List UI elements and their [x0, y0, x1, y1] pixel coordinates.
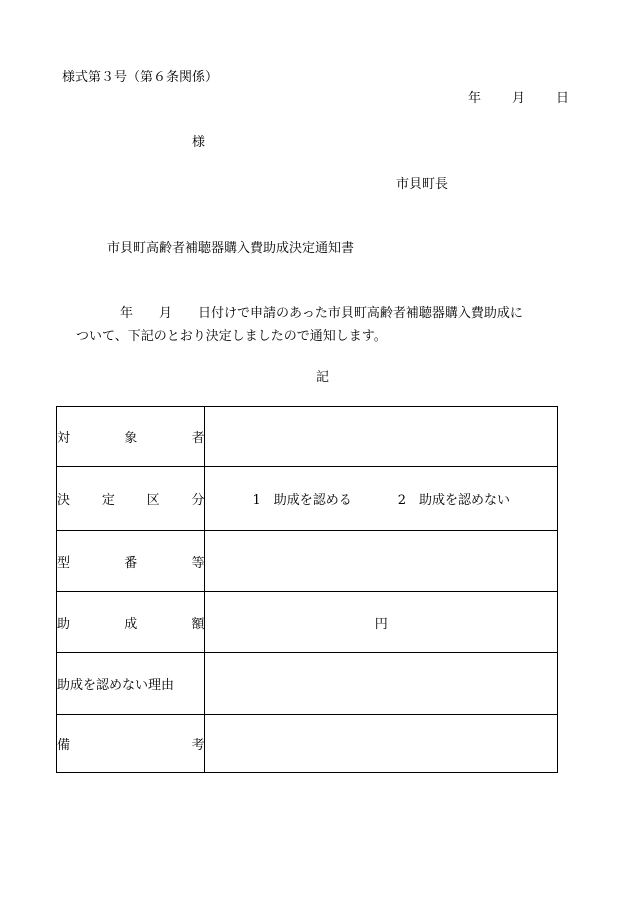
- label-text: 助成を認めない理由: [57, 678, 175, 693]
- value-model-number[interactable]: [205, 531, 558, 592]
- label-char: 型: [57, 555, 71, 571]
- row-label-target-person: [57, 407, 205, 467]
- date-day: 日: [556, 91, 570, 106]
- value-rejection-reason[interactable]: [205, 653, 558, 715]
- body-year: 年: [120, 306, 134, 321]
- label-char: 助: [57, 616, 71, 632]
- date-month: 月: [512, 91, 526, 106]
- body-line-1: [120, 302, 523, 321]
- addressee-suffix: 様: [192, 135, 206, 150]
- body-rest: 日付けで申請のあった市貝町高齢者補聴器購入費助成に: [198, 306, 523, 321]
- label-char: 定: [101, 493, 115, 508]
- sender: 市貝町長: [396, 177, 449, 192]
- label-char: 備: [57, 738, 71, 753]
- body-month: 月: [159, 306, 173, 321]
- row-label-amount: [57, 592, 205, 653]
- label-char: 考: [191, 738, 205, 753]
- table-row: [57, 715, 558, 773]
- label-char: 分: [191, 493, 205, 508]
- table-row: [57, 653, 558, 715]
- option-reject[interactable]: 2 助成を認めない: [397, 493, 510, 508]
- body-line-2: ついて、下記のとおり決定しましたので通知します。: [76, 329, 387, 344]
- value-decision: [205, 467, 558, 531]
- document-title: 市貝町高齢者補聴器購入費助成決定通知書: [107, 241, 355, 256]
- value-target-person[interactable]: [205, 407, 558, 467]
- value-amount[interactable]: [205, 592, 558, 653]
- table-row: [57, 531, 558, 592]
- row-label-rejection-reason: [57, 653, 205, 715]
- date-line: [468, 87, 569, 106]
- label-char: 象: [124, 431, 138, 446]
- yen-unit: 円: [374, 616, 388, 632]
- label-char: 番: [124, 555, 138, 571]
- label-char: 成: [124, 616, 138, 632]
- decision-table: [56, 406, 558, 773]
- label-char: 等: [191, 555, 205, 571]
- date-year: 年: [468, 91, 482, 106]
- table-row: [57, 467, 558, 531]
- form-number: 様式第３号（第６条関係）: [62, 70, 219, 85]
- label-char: 対: [57, 431, 71, 446]
- table-row: [57, 407, 558, 467]
- label-char: 額: [191, 616, 205, 632]
- value-remarks[interactable]: [205, 715, 558, 773]
- row-label-remarks: [57, 715, 205, 773]
- ki-heading: 記: [316, 370, 330, 385]
- label-char: 決: [57, 493, 71, 508]
- row-label-decision: [57, 467, 205, 531]
- label-char: 区: [146, 493, 160, 508]
- row-label-model-number: [57, 531, 205, 592]
- table-row: [57, 592, 558, 653]
- option-approve[interactable]: 1 助成を認める: [252, 493, 352, 508]
- label-char: 者: [191, 431, 205, 446]
